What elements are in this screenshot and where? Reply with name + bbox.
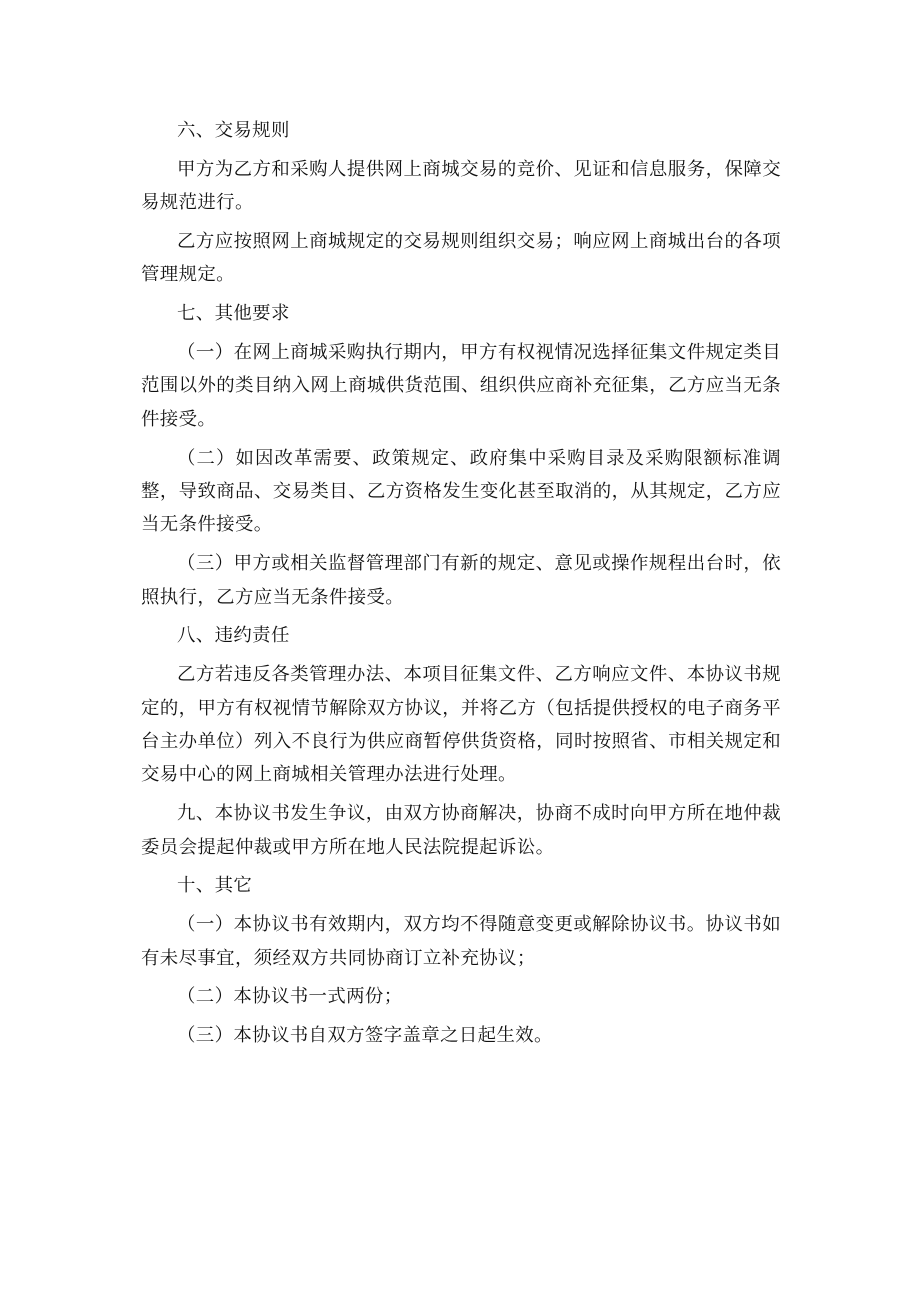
paragraph: （一）本协议书有效期内，双方均不得随意变更或解除协议书。协议书如有未尽事宜，须经双方共同协商订立补充协议；	[141, 914, 781, 969]
section-heading-7: 七、其他要求	[177, 303, 290, 325]
paragraph: 甲方为乙方和采购人提供网上商城交易的竞价、见证和信息服务，保障交易规范进行。	[141, 158, 781, 214]
paragraph: 乙方应按照网上商城规定的交易规则组织交易；响应网上商城出台的各项管理规定。	[141, 231, 781, 286]
section-heading-6: 六、交易规则	[177, 120, 290, 141]
paragraph: （二）本协议书一式两份；	[177, 986, 403, 1008]
paragraph: （三）甲方或相关监督管理部门有新的规定、意见或操作规程出台时，依照执行，乙方应当无条件接受。	[141, 553, 781, 608]
section-paragraph-9: 九、本协议书发生争议，由双方协商解决，协商不成时向甲方所在地仲裁委员会提起仲裁或甲方所在地人民法院提起诉讼。	[141, 803, 781, 858]
paragraph: （一）在网上商城采购执行期内，甲方有权视情况选择征集文件规定类目范围以外的类目纳入网上商城供货范围、组织供应商补充征集，乙方应当无条件接受。	[141, 342, 781, 430]
section-heading-10: 十、其它	[177, 875, 253, 897]
section-heading-8: 八、违约责任	[177, 625, 290, 647]
document-body	[141, 114, 781, 1058]
paragraph: 乙方若违反各类管理办法、本项目征集文件、乙方响应文件、本协议书规定的，甲方有权视情节解除双方协议，并将乙方（包括提供授权的电子商务平台主办单位）列入不良行为供应商暂停供货资格，同时按照省、市相关规定和交易中心的网上商城相关管理办法进行处理。	[141, 664, 781, 786]
paragraph: （二）如因改革需要、政策规定、政府集中采购目录及采购限额标准调整，导致商品、交易类目、乙方资格发生变化甚至取消的，从其规定，乙方应当无条件接受。	[141, 447, 781, 536]
paragraph: （三）本协议书自双方签字盖章之日起生效。	[177, 1025, 553, 1047]
